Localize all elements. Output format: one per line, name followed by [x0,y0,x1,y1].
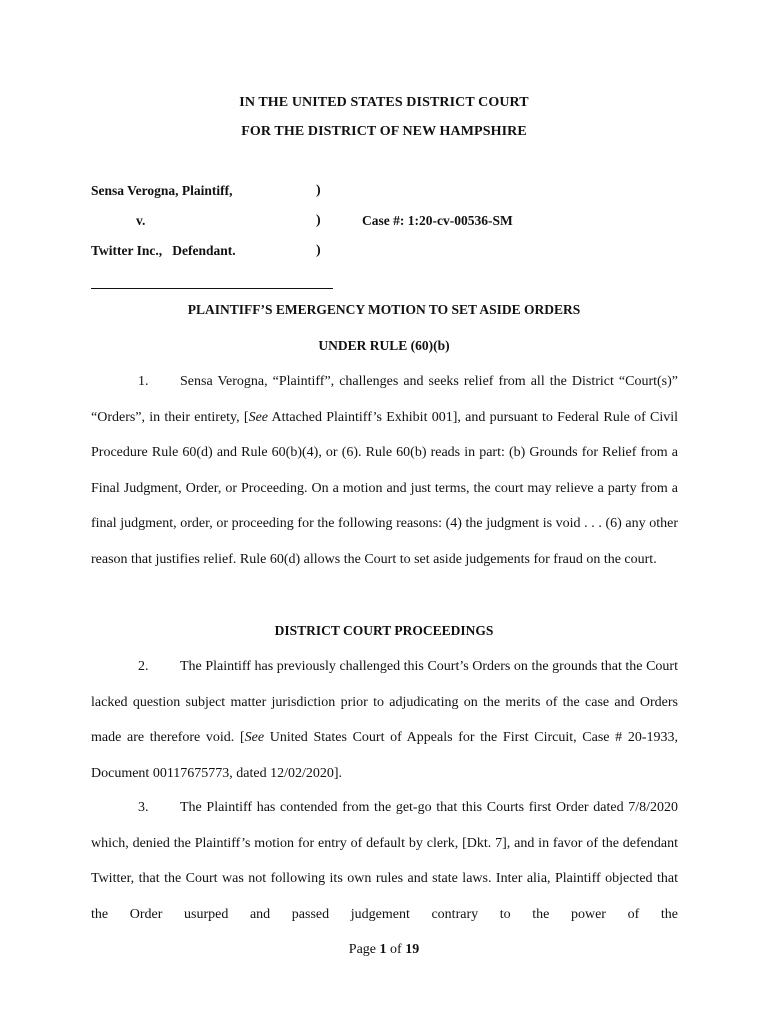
page-total: 19 [405,942,420,957]
paragraph-text: The Plaintiff has previously challenged this Court’s Orders on the grounds that the Court lacked question subject matter jurisdiction prior to adjudicating on the merits of the case and Orders made are therefore void. [ [91,659,678,745]
of-word: of [390,942,402,957]
paragraph-text: The Plaintiff has contended from the get-go that this Courts first Order dated 7/8/2020 which, denied the Plaintiff’s motion for entry of default by clerk, [Dkt. 7], and in favor of the defendant Twitter, that the Court was not following its own rules and state laws. Inter alia, Plaintiff objected that the Order usurped and passed judgement contrary to the power of the [91,800,678,922]
page-number: 1 [379,942,387,957]
paragraph-1 [91,364,678,577]
paragraph-text: Attached Plaintiff’s Exhibit 001], and pursuant to Federal Rule of Civil Procedure Rule 60(d) and Rule 60(b)(4), or (6). Rule 60(b) reads in part: (b) Grounds for Relief from a Final Judgment, Order, or Proceeding. On a motion and just terms, the court may relieve a party from a final judgment, order, or proceeding for the following reasons: (4) the judgment is void . . . (6) any other reason that justifies relief. Rule 60(d) allows the Court to set aside judgements for fraud on the court. [91,409,678,567]
page-word: Page [348,942,377,957]
section-heading: DISTRICT COURT PROCEEDINGS [274,623,494,638]
citation-signal: See [248,409,268,425]
motion-subtitle: UNDER RULE (60)(b) [318,338,450,353]
paragraph-number: 1. [138,374,149,389]
paragraph-number: 2. [138,659,149,674]
paragraph-3 [91,790,678,932]
court-name-line2: FOR THE DISTRICT OF NEW HAMPSHIRE [241,124,527,139]
caption-paren: ) [316,243,321,258]
page-footer [0,942,768,958]
caption-rule [91,288,333,289]
court-name-line1: IN THE UNITED STATES DISTRICT COURT [239,95,529,110]
paragraph-2 [91,649,678,791]
caption-paren: ) [316,213,321,228]
caption-paren: ) [316,183,321,198]
paragraph-number: 3. [138,800,149,815]
citation-signal: See [244,730,265,745]
caption-versus: v. [136,213,146,228]
motion-title: PLAINTIFF’S EMERGENCY MOTION TO SET ASIDE ORDERS [187,302,581,317]
case-number: Case #: 1:20-cv-00536-SM [362,213,513,228]
caption-defendant: Twitter Inc., Defendant. [91,243,236,258]
caption-plaintiff: Sensa Verogna, Plaintiff, [91,183,233,198]
paragraph-text: Sensa Verogna, “Plaintiff”, challenges and seeks relief from all the District “Court(s)” “Orders”, in their entirety, [ [91,374,678,425]
paragraph-text: United States Court of Appeals for the First Circuit, Case # 20-1933, Document 00117675773, dated 12/02/2020]. [91,730,678,781]
